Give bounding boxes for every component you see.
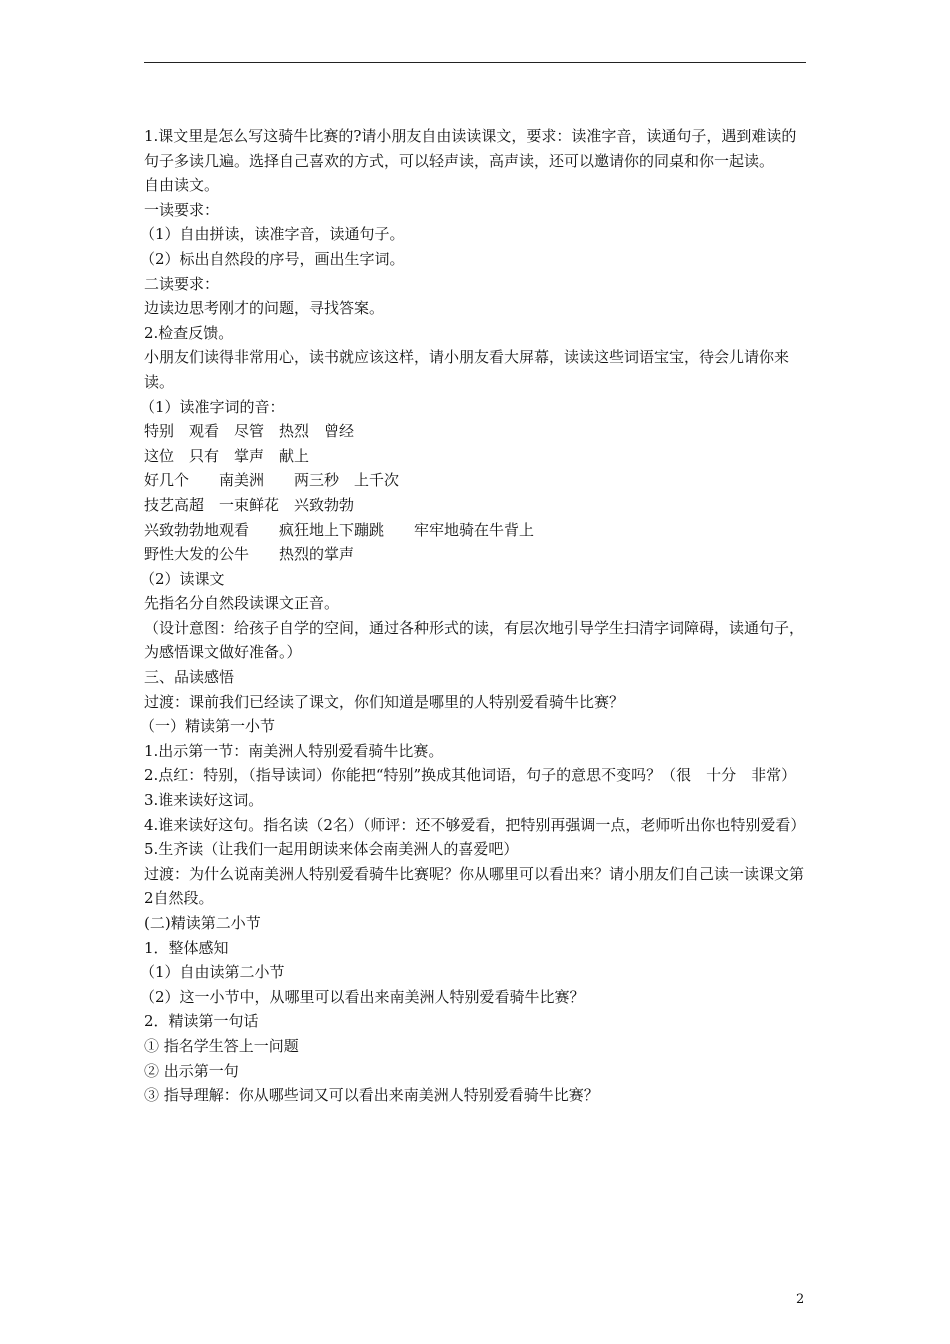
paragraph: （2）标出自然段的序号，画出生字词。 — [140, 249, 405, 268]
subsection-heading: (二)精读第二小节 — [144, 914, 261, 932]
document-body — [140, 124, 810, 1108]
paragraph: 5.生齐读（让我们一起用朗读来体会南美洲人的喜爱吧） — [144, 840, 519, 859]
paragraph: ② 出示第一句 — [144, 1061, 239, 1080]
paragraph: （2）读课文 — [140, 569, 225, 588]
paragraph: 4.谁来读好这句。指名读（2名）（师评：还不够爱看，把特别再强调一点，老师听出你也特别爱看） — [144, 815, 806, 834]
page-number: 2 — [796, 1292, 805, 1307]
word-list-line: 兴致勃勃地观看 疯狂地上下蹦跳 牢牢地骑在牛背上 — [144, 520, 535, 539]
paragraph: （1）自由拼读，读准字音，读通句子。 — [140, 225, 405, 244]
paragraph: ① 指名学生答上一问题 — [144, 1036, 299, 1055]
header-rule — [144, 62, 806, 63]
paragraph: 2.点红：特别，（指导读词）你能把“特别”换成其他词语，句子的意思不变吗？（很 十分 非常） — [144, 766, 797, 785]
paragraph: 过渡：课前我们已经读了课文，你们知道是哪里的人特别爱看骑牛比赛？ — [144, 692, 625, 711]
paragraph: （1）自由读第二小节 — [140, 963, 285, 982]
paragraph: 自由读文。 — [144, 176, 220, 195]
paragraph: 边读边思考刚才的问题，寻找答案。 — [144, 299, 385, 318]
word-list-line: 好几个 南美洲 两三秒 上千次 — [144, 471, 400, 490]
paragraph: （1）读准字词的音： — [140, 397, 285, 416]
paragraph: 1.课文里是怎么写这骑牛比赛的?请小朋友自由读读课文，要求：读准字音，读通句子，遇到难读的句子多读几遍。选择自己喜欢的方式，可以轻声读，高声读，还可以邀请你的同桌和你一起读。 — [144, 127, 797, 170]
paragraph: 先指名分自然段读课文正音。 — [144, 594, 340, 613]
paragraph: 2．精读第一句话 — [144, 1012, 259, 1031]
paragraph: ③ 指导理解：你从哪些词又可以看出来南美洲人特别爱看骑牛比赛？ — [144, 1086, 599, 1105]
word-list-line: 技艺高超 一束鲜花 兴致勃勃 — [144, 495, 355, 514]
word-list-line: 野性大发的公牛 热烈的掌声 — [144, 545, 355, 564]
section-heading: 三、品读感悟 — [144, 668, 235, 687]
paragraph: （设计意图：给孩子自学的空间，通过各种形式的读，有层次地引导学生扫清字词障碍，读通句子，为感悟课文做好准备。） — [144, 618, 805, 662]
paragraph: （2）这一小节中，从哪里可以看出来南美洲人特别爱看骑牛比赛？ — [140, 987, 585, 1006]
paragraph: 小朋友们读得非常用心，读书就应该这样，请小朋友看大屏幕，读读这些词语宝宝，待会儿请你来读。 — [144, 348, 790, 391]
paragraph: 3.谁来读好这词。 — [144, 791, 264, 810]
paragraph: 过渡：为什么说南美洲人特别爱看骑牛比赛呢？你从哪里可以看出来？请小朋友们自己读一读课文第2自然段。 — [144, 864, 805, 908]
paragraph: 一读要求： — [144, 200, 220, 219]
paragraph: 二读要求： — [144, 274, 220, 293]
paragraph: 1．整体感知 — [144, 938, 229, 957]
paragraph: 2.检查反馈。 — [144, 323, 234, 342]
paragraph: 1.出示第一节：南美洲人特别爱看骑牛比赛。 — [144, 741, 444, 760]
word-list-line: 这位 只有 掌声 献上 — [144, 446, 310, 465]
word-list-line: 特别 观看 尽管 热烈 曾经 — [144, 422, 355, 441]
subsection-heading: （一）精读第一小节 — [140, 717, 276, 736]
